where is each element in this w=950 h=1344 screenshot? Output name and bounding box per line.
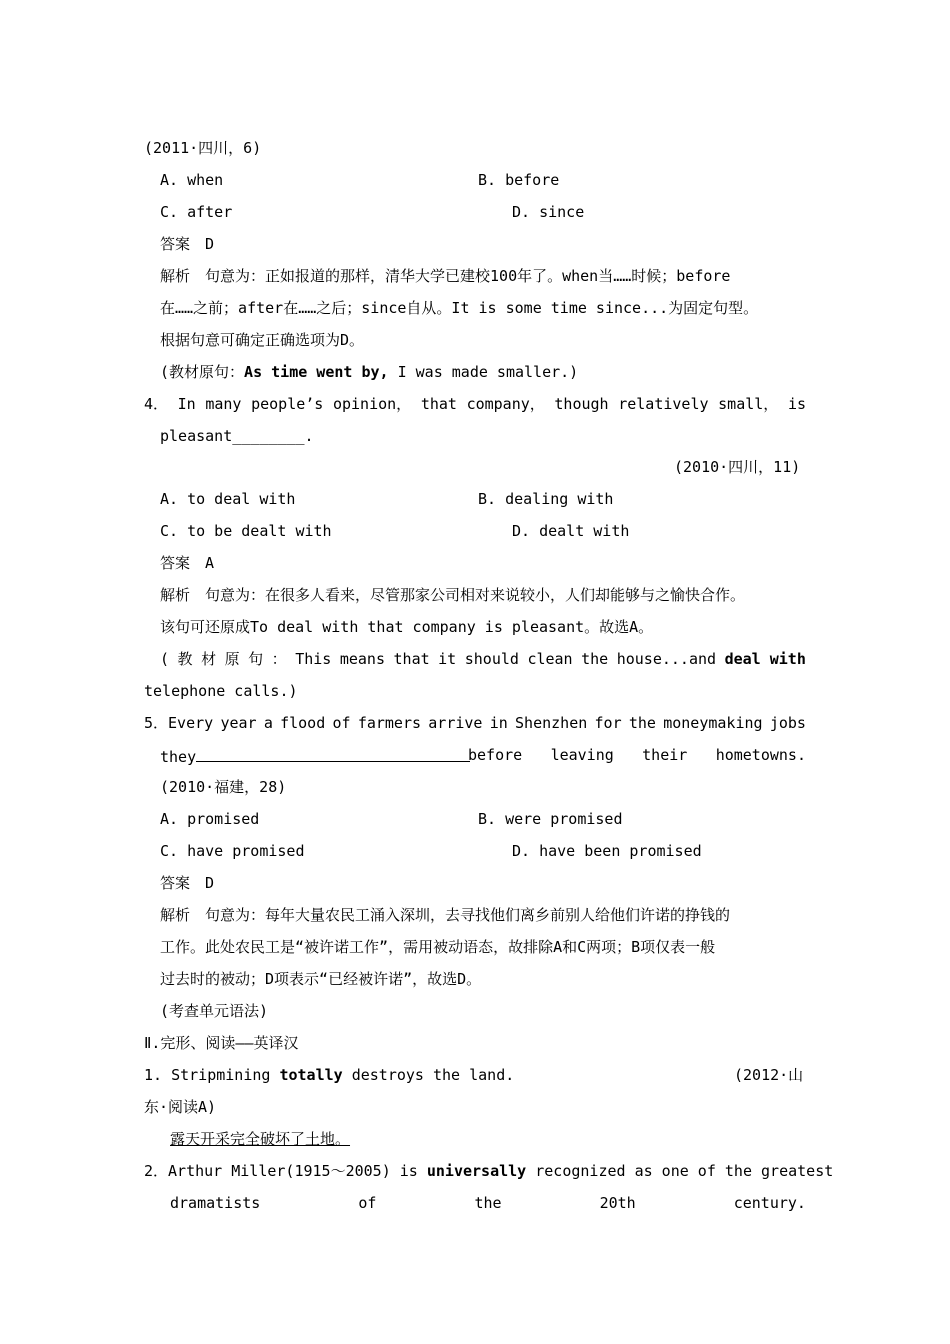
q5-note: (考查单元语法) xyxy=(160,1002,269,1020)
q5-answer: 答案 D xyxy=(160,874,215,892)
section-title: Ⅱ.完形、阅读——英译汉 xyxy=(144,1034,299,1052)
q4-explanation-line1: 解析 句意为：在很多人看来，尽管那家公司相对来说较小，人们却能够与之愉快合作。 xyxy=(160,586,746,604)
q3-option-c: C. after xyxy=(160,203,233,221)
q4-original-word: 材 xyxy=(201,650,217,668)
q3-original-suffix: I was made smaller.) xyxy=(388,363,579,381)
q5-explanation-line2: 工作。此处农民工是“被许诺工作”，需用被动语态，故排除A和C两项；B项仅表一般 xyxy=(160,938,716,956)
q3-source: (2011·四川，6) xyxy=(144,139,262,157)
t2-bold: universally xyxy=(426,1162,527,1180)
q5-word: before xyxy=(468,746,523,764)
q4-stem-line2: pleasant________. xyxy=(160,427,314,445)
q4-original-word: This xyxy=(295,650,332,668)
q5-option-a: A. promised xyxy=(160,810,260,828)
t1-translation: 露天开采完全破坏了土地。 xyxy=(170,1130,351,1148)
q5-option-b: B. were promised xyxy=(478,810,623,828)
q5-option-c: C. have promised xyxy=(160,842,305,860)
q4-option-d: D. dealt with xyxy=(512,522,630,540)
q4-word: though xyxy=(554,395,609,413)
q5-word: jobs xyxy=(769,714,806,732)
t2-word: of xyxy=(358,1194,377,1212)
q4-word: relatively xyxy=(618,395,709,413)
t2-word: century. xyxy=(733,1194,806,1212)
q5-stem-line2 xyxy=(160,745,806,765)
q5-word: hometowns. xyxy=(715,746,806,764)
t1-sentence xyxy=(144,1065,514,1085)
q4-source: (2010·四川，11) xyxy=(674,458,801,476)
q4-word: people’s xyxy=(251,395,324,413)
q4-original-word: ( xyxy=(160,650,170,668)
q4-original-bold: deal with xyxy=(724,650,806,668)
q5-word: moneymaking xyxy=(663,714,763,732)
q4-original-word: 原 xyxy=(224,650,240,668)
q4-word: opinion， xyxy=(332,395,412,413)
q3-option-d: D. since xyxy=(512,203,585,221)
q5-word: a xyxy=(263,714,273,732)
t1-bold: totally xyxy=(279,1066,343,1084)
q5-word: flood xyxy=(280,714,326,732)
q4-word: In xyxy=(177,395,196,413)
q5-word: leaving xyxy=(550,746,614,764)
t2-suffix: recognized as one of the greatest xyxy=(526,1162,834,1180)
q5-word: the xyxy=(628,714,656,732)
t2-sentence-line2 xyxy=(170,1193,806,1213)
q4-word: that xyxy=(420,395,457,413)
q5-word: 5．Every xyxy=(144,714,214,732)
q5-option-d: D. have been promised xyxy=(512,842,702,860)
q4-original-word: it xyxy=(438,650,457,668)
t2-word: dramatists xyxy=(170,1194,261,1212)
q4-word: many xyxy=(205,395,242,413)
q4-answer: 答案 A xyxy=(160,554,215,572)
q4-original-line2: telephone calls.) xyxy=(144,682,298,700)
q3-original-sentence xyxy=(160,362,578,382)
t2-word: 20th xyxy=(599,1194,636,1212)
q4-explanation-line2: 该句可还原成To deal with that company is pleasant。故选A。 xyxy=(160,618,654,636)
t1-source: (2012·山 xyxy=(734,1066,804,1084)
q3-answer: 答案 D xyxy=(160,235,215,253)
t1-source-line2: 东·阅读A) xyxy=(144,1098,217,1116)
t2-prefix: 2．Arthur Miller(1915～2005) is xyxy=(144,1162,427,1180)
q4-original-word: means xyxy=(339,650,385,668)
q5-explanation-line3: 过去时的被动；D项表示“已经被许诺”，故选D。 xyxy=(160,970,482,988)
q4-original-word: ： xyxy=(271,650,287,668)
q5-stem-line1 xyxy=(144,713,806,733)
q5-word: in xyxy=(489,714,508,732)
q5-answer-blank xyxy=(196,745,470,762)
q5-word: of xyxy=(332,714,351,732)
q4-option-a: A. to deal with xyxy=(160,490,296,508)
t2-word: the xyxy=(474,1194,502,1212)
q4-original-word: 教 xyxy=(177,650,193,668)
t1-suffix: destroys the land. xyxy=(342,1066,515,1084)
q4-option-b: B. dealing with xyxy=(478,490,614,508)
q4-word: is xyxy=(787,395,806,413)
q5-word: for xyxy=(594,714,622,732)
t1-prefix: 1. Stripmining xyxy=(144,1066,280,1084)
q3-explanation-line3: 根据句意可确定正确选项为D。 xyxy=(160,331,365,349)
q4-stem-line1 xyxy=(144,394,806,414)
q5-source: (2010·福建，28) xyxy=(160,778,287,796)
q5-stem-they: they xyxy=(160,748,197,766)
q3-option-a: A. when xyxy=(160,171,224,189)
q4-original-word: the xyxy=(581,650,609,668)
q4-original-word: should xyxy=(464,650,519,668)
q3-original-prefix: (教材原句： xyxy=(160,363,245,381)
q4-original-word: that xyxy=(393,650,430,668)
q4-original-sentence xyxy=(160,649,806,669)
q3-explanation-line2: 在……之前；after在……之后；since自从。It is some time since...为固定句型。 xyxy=(160,299,759,317)
q5-word: year xyxy=(220,714,257,732)
q4-option-c: C. to be dealt with xyxy=(160,522,332,540)
q5-word: their xyxy=(642,746,688,764)
q5-stem-tail xyxy=(468,745,806,765)
q4-word: small， xyxy=(718,395,779,413)
q5-word: arrive xyxy=(428,714,483,732)
q3-explanation-line1: 解析 句意为：正如报道的那样，清华大学已建校100年了。when当……时候；before xyxy=(160,267,731,285)
q4-original-word: 句 xyxy=(248,650,264,668)
q5-word: Shenzhen xyxy=(515,714,588,732)
q4-original-word: clean xyxy=(527,650,573,668)
q5-explanation-line1: 解析 句意为：每年大量农民工涌入深圳，去寻找他们离乡前别人给他们许诺的挣钱的 xyxy=(160,906,731,924)
q4-original-word: house...and xyxy=(616,650,717,668)
q4-word: company， xyxy=(466,395,545,413)
q3-option-b: B. before xyxy=(478,171,560,189)
q4-word: 4． xyxy=(144,395,169,413)
q3-original-bold: As time went by, xyxy=(244,363,389,381)
t2-sentence xyxy=(144,1161,833,1181)
q5-word: farmers xyxy=(357,714,422,732)
